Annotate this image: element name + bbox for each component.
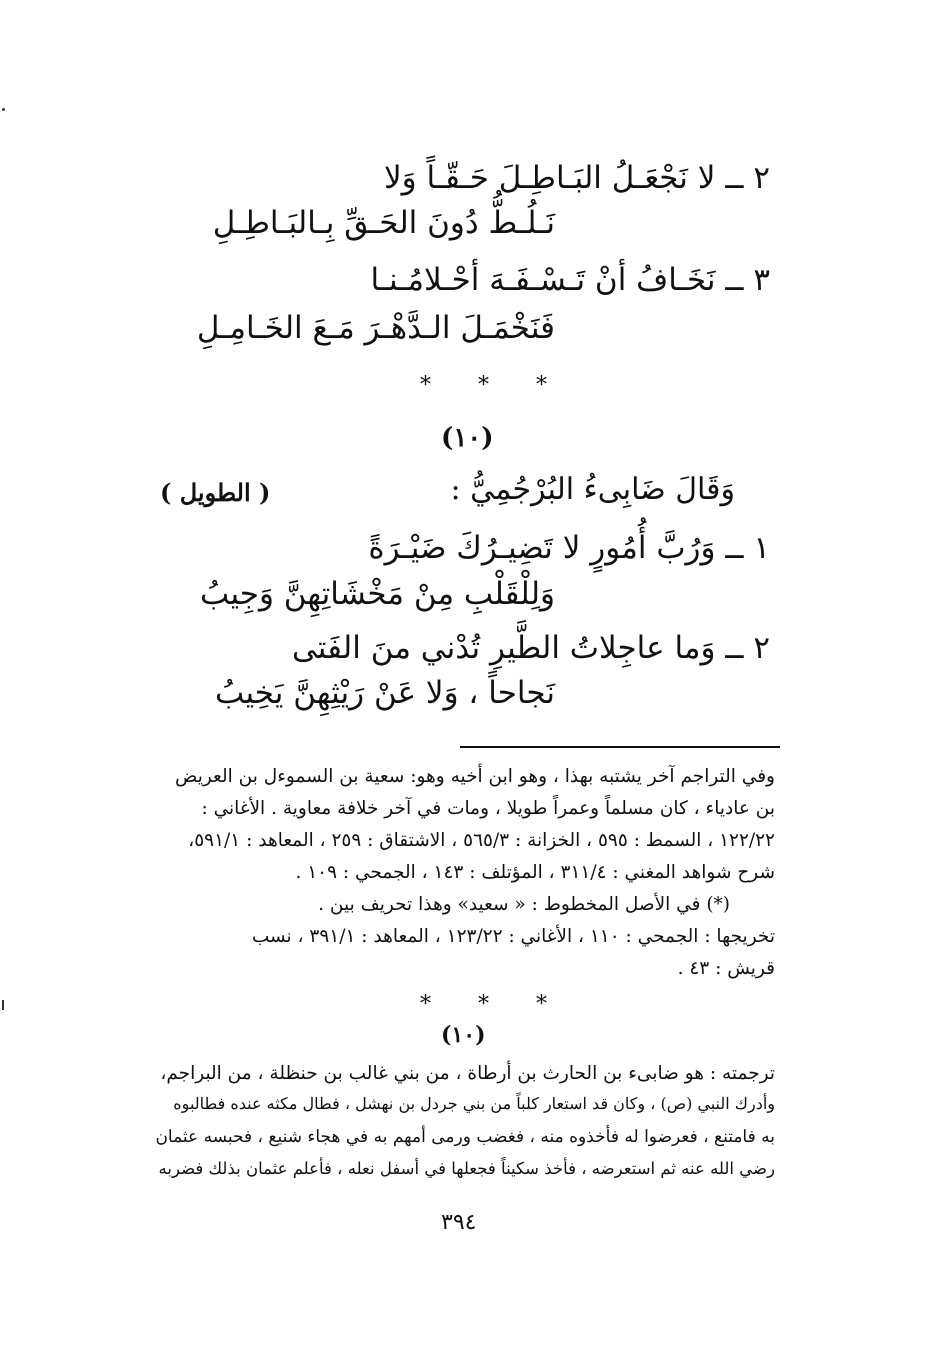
footnote-prev-line-5: (*) في الأصل المخطوط : « سعيد» وهذا تحريف بين . xyxy=(318,894,730,915)
prev-verse-2-line-2: نَـلُـطُّ دُونَ الحَـقِّ بِـالبَـاطِـلِ xyxy=(212,205,555,241)
section-separator: * * * xyxy=(420,373,567,398)
footnote-prev-line-1: وفي التراجم آخر يشتبه بهذا ، وهو ابن أخيه وهو: سعية بن السموءل بن العريض xyxy=(175,766,775,787)
poem-verse-1-line-1: ١ ــ وَرُبَّ أُمُورٍ لا تَضِيـرُكَ ضَيْـرَةً xyxy=(368,530,770,566)
footnote-divider xyxy=(460,746,780,748)
footnote-prev-line-2: بن عادياء ، كان مسلماً وعمراً طويلا ، ومات في آخر خلافة معاوية . الأغاني : xyxy=(201,798,775,819)
footnote-line-1: ترجمته : هو ضابىء بن الحارث بن أرطاة ، من بني غالب بن حنظلة ، من البراجم، xyxy=(160,1063,775,1084)
prev-verse-3-line-2: فَنَخْمَـلَ الـدَّهْـرَ مَـعَ الخَـامِـلِ xyxy=(196,310,555,346)
poem-intro: وَقَالَ ضَابِىءُ البُرْجُمِيُّ : xyxy=(450,472,735,507)
scan-speck xyxy=(2,108,5,111)
poem-verse-1-line-2: وَلِلْقَلْبِ مِنْ مَخْشَاتِهِنَّ وَجِيبُ xyxy=(200,576,555,612)
poem-verse-2-line-1: ٢ ــ وَما عاجِلاتُ الطَّيرِ تُدْني منَ الفَتى xyxy=(291,630,770,666)
poem-verse-2-line-2: نَجاحاً ، وَلا عَنْ رَيْثِهِنَّ يَخِيبُ xyxy=(215,675,555,711)
page-number: ٣٩٤ xyxy=(441,1210,477,1235)
scan-speck xyxy=(2,1000,4,1010)
footnote-line-4: رضي الله عنه ثم استعرضه ، فأخذ سكيناً فجعلها في أسفل نعله ، فأعلم عثمان بذلك فضربه xyxy=(158,1159,775,1178)
footnote-prev-line-3: ١٢٢/٢٢ ، السمط : ٥٩٥ ، الخزانة : ٥٦٥/٣ ، الاشتقاق : ٢٥٩ ، المعاهد : ٥٩١/١، xyxy=(188,830,775,851)
footnote-line-3: به فامتنع ، فعرضوا له فأخذوه منه ، فغضب ورمى أمهم به في هجاء شنيع ، فحبسه عثمان xyxy=(155,1127,775,1147)
footnote-prev-line-4: شرح شواهد المغني : ٣١١/٤ ، المؤتلف : ١٤٣ ، الجمحي : ١٠٩ . xyxy=(295,862,775,883)
footnote-separator: * * * xyxy=(420,992,567,1017)
poem-number: (١٠) xyxy=(441,423,494,453)
footnote-number: (١٠) xyxy=(441,1022,486,1048)
footnote-prev-line-6: تخريجها : الجمحي : ١١٠ ، الأغاني : ١٢٣/٢٢ ، المعاهد : ٣٩١/١ ، نسب xyxy=(251,926,775,947)
prev-verse-3-line-1: ٣ ــ نَخَـافُ أنْ تَـسْـفَـهَ أحْـلامُـنـا xyxy=(370,262,770,298)
prev-verse-2-line-1: ٢ ــ لا نَجْعَـلُ البَـاطِـلَ حَـقّـاً وَلا xyxy=(383,160,770,196)
footnote-line-2: وأدرك النبي (ص) ، وكان قد استعار كلباً من بني جردل بن نهشل ، فطال مكثه عنده فطالبوه xyxy=(173,1094,775,1113)
poem-meter: ( الطويل ) xyxy=(160,478,271,507)
footnote-prev-line-7: قريش : ٤٣ . xyxy=(677,958,775,979)
